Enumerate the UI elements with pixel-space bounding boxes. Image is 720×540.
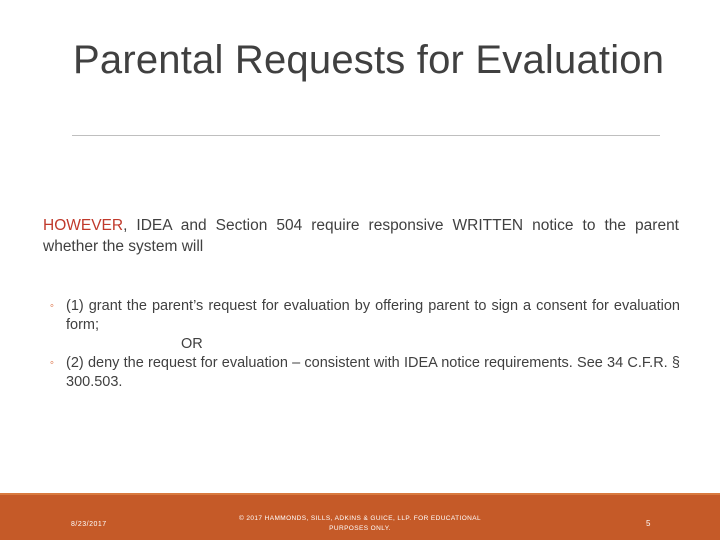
slide-title: Parental Requests for Evaluation [73, 38, 665, 82]
or-separator: OR [181, 336, 203, 352]
bullet-icon: ◦ [50, 300, 54, 312]
bullet-icon: ◦ [50, 357, 54, 369]
list-item [50, 354, 680, 392]
bullet-text: (2) deny the request for evaluation – consistent with IDEA notice requirements. See 34 C.F.R. § 300.503. [66, 355, 680, 390]
bullet-list [50, 297, 680, 392]
page-number: 5 [646, 519, 651, 528]
title-divider [72, 135, 660, 136]
list-item [50, 297, 680, 335]
intro-text: , IDEA and Section 504 require responsive WRITTEN notice to the parent whether the system will [43, 217, 679, 255]
intro-paragraph [43, 215, 679, 257]
footer-copyright: © 2017 HAMMONDS, SILLS, ADKINS & GUICE, LLP. FOR EDUCATIONAL PURPOSES ONLY. [238, 515, 482, 532]
emphasis-word: HOWEVER [43, 217, 124, 234]
bullet-text: (1) grant the parent’s request for evaluation by offering parent to sign a consent for evaluation form; [66, 298, 680, 333]
footer-date: 8/23/2017 [71, 521, 107, 528]
